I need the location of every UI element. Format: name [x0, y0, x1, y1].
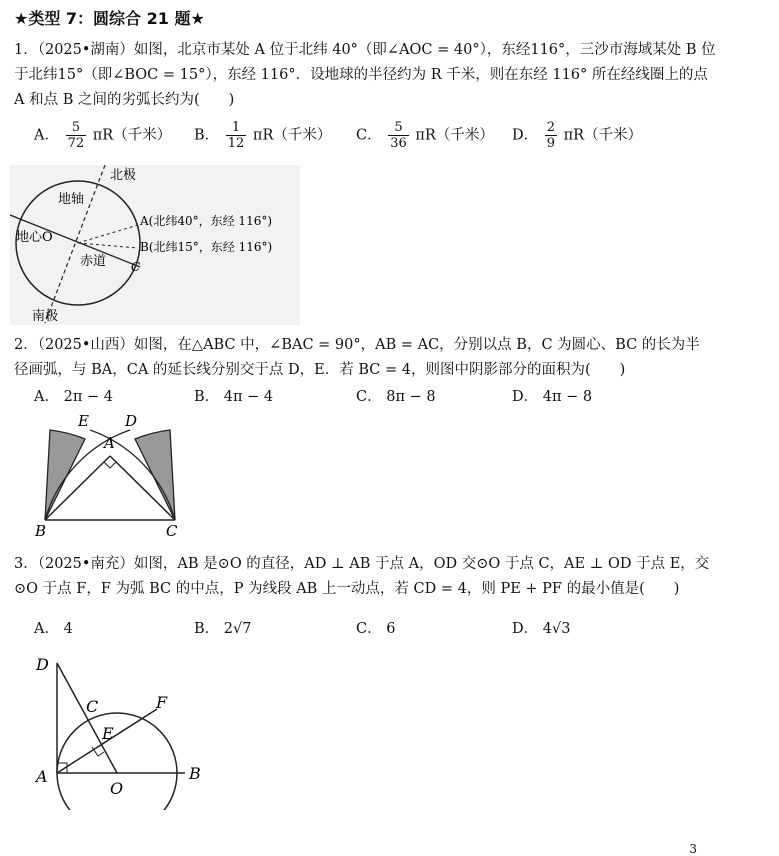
q3-option-d-letter: D．	[512, 621, 539, 637]
q1-option-a-fraction	[66, 120, 87, 151]
circle-figure	[30, 650, 220, 810]
q1-option-d-num: 2	[546, 120, 556, 135]
q1-option-b-den: 12	[227, 136, 245, 151]
q3-option-a[interactable]	[34, 617, 73, 638]
question-3-stem	[14, 552, 766, 602]
label-center: 地心O	[16, 230, 53, 245]
question-2-options	[34, 385, 734, 407]
q2-option-b[interactable]	[194, 385, 273, 406]
label-b: B	[35, 522, 47, 540]
q1-option-c-den: 36	[390, 136, 407, 151]
question-1-line-1: 1．（2025•湖南）如图，北京市某处 A 位于北纬 40°（即∠AOC = 40°），东经116°，三沙市海域某处 B 位	[14, 42, 716, 58]
q2-option-a-text: 2π − 4	[63, 389, 113, 405]
label-c: C	[86, 697, 99, 716]
q3-option-c[interactable]	[356, 617, 395, 638]
label-point-b: B(北纬15°，东经 116°)	[140, 240, 273, 254]
q1-option-c-tail: πR（千米）	[415, 127, 494, 144]
q2-option-c[interactable]	[356, 385, 436, 406]
q1-option-d-tail: πR（千米）	[563, 127, 643, 144]
label-o: O	[110, 779, 124, 798]
q2-option-d-text: 4π − 8	[542, 389, 593, 405]
label-c: C	[166, 522, 178, 540]
q1-option-c[interactable]	[356, 120, 494, 151]
question-2-line-2: 径画弧，与 BA，CA 的延长线分别交于点 D，E．若 BC = 4，则图中阴影部分的面积为( )	[14, 362, 626, 378]
question-1-line-3: A 和点 B 之间的劣弧长约为( )	[14, 92, 235, 108]
q2-option-b-text: 4π − 4	[223, 389, 274, 405]
section-title: ★类型 7：圆综合 21 题★	[14, 9, 205, 28]
q3-option-d[interactable]	[512, 617, 570, 638]
q1-option-b-letter: B．	[194, 127, 220, 144]
question-1-line-2: 于北纬15°（即∠BOC = 15°），东经 116°．设地球的半径约为 R 千米，则在东经 116° 所在经线圈上的点	[14, 67, 708, 83]
label-north-pole: 北极	[110, 168, 137, 183]
q3-option-a-text: 4	[63, 621, 73, 637]
shaded-region-right	[135, 430, 175, 520]
q1-option-d-fraction	[545, 120, 557, 151]
q1-option-b[interactable]	[194, 120, 331, 151]
q1-option-d-letter: D．	[512, 127, 539, 144]
label-axis: 地轴	[58, 192, 85, 207]
label-e: E	[78, 412, 89, 430]
label-d: D	[36, 655, 49, 674]
question-1-options	[34, 120, 734, 160]
q3-option-d-text: 4√3	[542, 621, 571, 637]
shaded-region-left	[45, 430, 85, 520]
q3-option-b-letter: B．	[194, 621, 220, 637]
q2-option-b-letter: B．	[194, 389, 220, 405]
label-d: D	[125, 412, 138, 430]
q1-option-a-letter: A．	[34, 127, 59, 144]
q2-option-d-letter: D．	[512, 389, 539, 405]
label-f: F	[156, 693, 168, 712]
label-a: A	[104, 434, 115, 452]
question-2-line-1: 2．（2025•山西）如图，在△ABC 中，∠BAC = 90°，AB = AC，分别以点 B，C 为圆心、BC 的长为半	[14, 337, 700, 353]
question-1-stem	[14, 38, 766, 113]
question-2-stem	[14, 333, 766, 383]
q1-option-c-num: 5	[388, 120, 409, 136]
q3-option-b-text: 2√7	[223, 621, 252, 637]
right-angle-mark	[104, 462, 116, 468]
q3-option-b[interactable]	[194, 617, 251, 638]
q2-option-a-letter: A．	[34, 389, 59, 405]
q3-option-c-letter: C．	[356, 621, 382, 637]
question-3-options	[34, 617, 734, 639]
label-equator: 赤道	[80, 254, 107, 269]
label-south-pole: 南极	[32, 309, 59, 324]
q1-option-b-fraction	[226, 120, 247, 151]
question-3-line-2: ⊙O 于点 F，F 为弧 BC 的中点，P 为线段 AB 上一动点，若 CD = 4，则 PE + PF 的最小值是( )	[14, 581, 680, 597]
q3-option-a-letter: A．	[34, 621, 59, 637]
label-point-c: C	[131, 260, 141, 274]
q1-option-a[interactable]	[34, 120, 171, 151]
q1-option-d[interactable]	[512, 120, 642, 151]
q2-option-c-letter: C．	[356, 389, 382, 405]
q3-option-c-text: 6	[386, 621, 396, 637]
q1-option-b-tail: πR（千米）	[252, 127, 332, 144]
label-a: A	[36, 767, 48, 786]
q2-option-d[interactable]	[512, 385, 592, 406]
question-3-line-1: 3．（2025•南充）如图，AB 是⊙O 的直径，AD ⊥ AB 于点 A，OD 交⊙O 于点 C，AE ⊥ OD 于点 E，交	[14, 556, 710, 572]
q1-option-a-den: 72	[67, 136, 85, 151]
label-b: B	[189, 764, 201, 783]
q1-option-b-num: 1	[226, 120, 247, 136]
right-angle-e	[92, 747, 104, 756]
page-number: 3	[689, 842, 697, 856]
label-point-a: A(北纬40°，东经 116°)	[140, 214, 273, 228]
q2-option-a[interactable]	[34, 385, 113, 406]
segment-do	[57, 663, 117, 773]
sectors-figure	[30, 410, 190, 542]
earth-figure	[10, 165, 300, 325]
q1-option-c-fraction	[388, 120, 409, 151]
q1-option-a-num: 5	[66, 120, 87, 136]
label-e: E	[102, 724, 114, 743]
q1-option-c-letter: C．	[356, 127, 382, 144]
q2-option-c-text: 8π − 8	[386, 389, 436, 405]
q1-option-a-tail: πR（千米）	[92, 127, 172, 144]
q1-option-d-den: 9	[546, 136, 556, 151]
